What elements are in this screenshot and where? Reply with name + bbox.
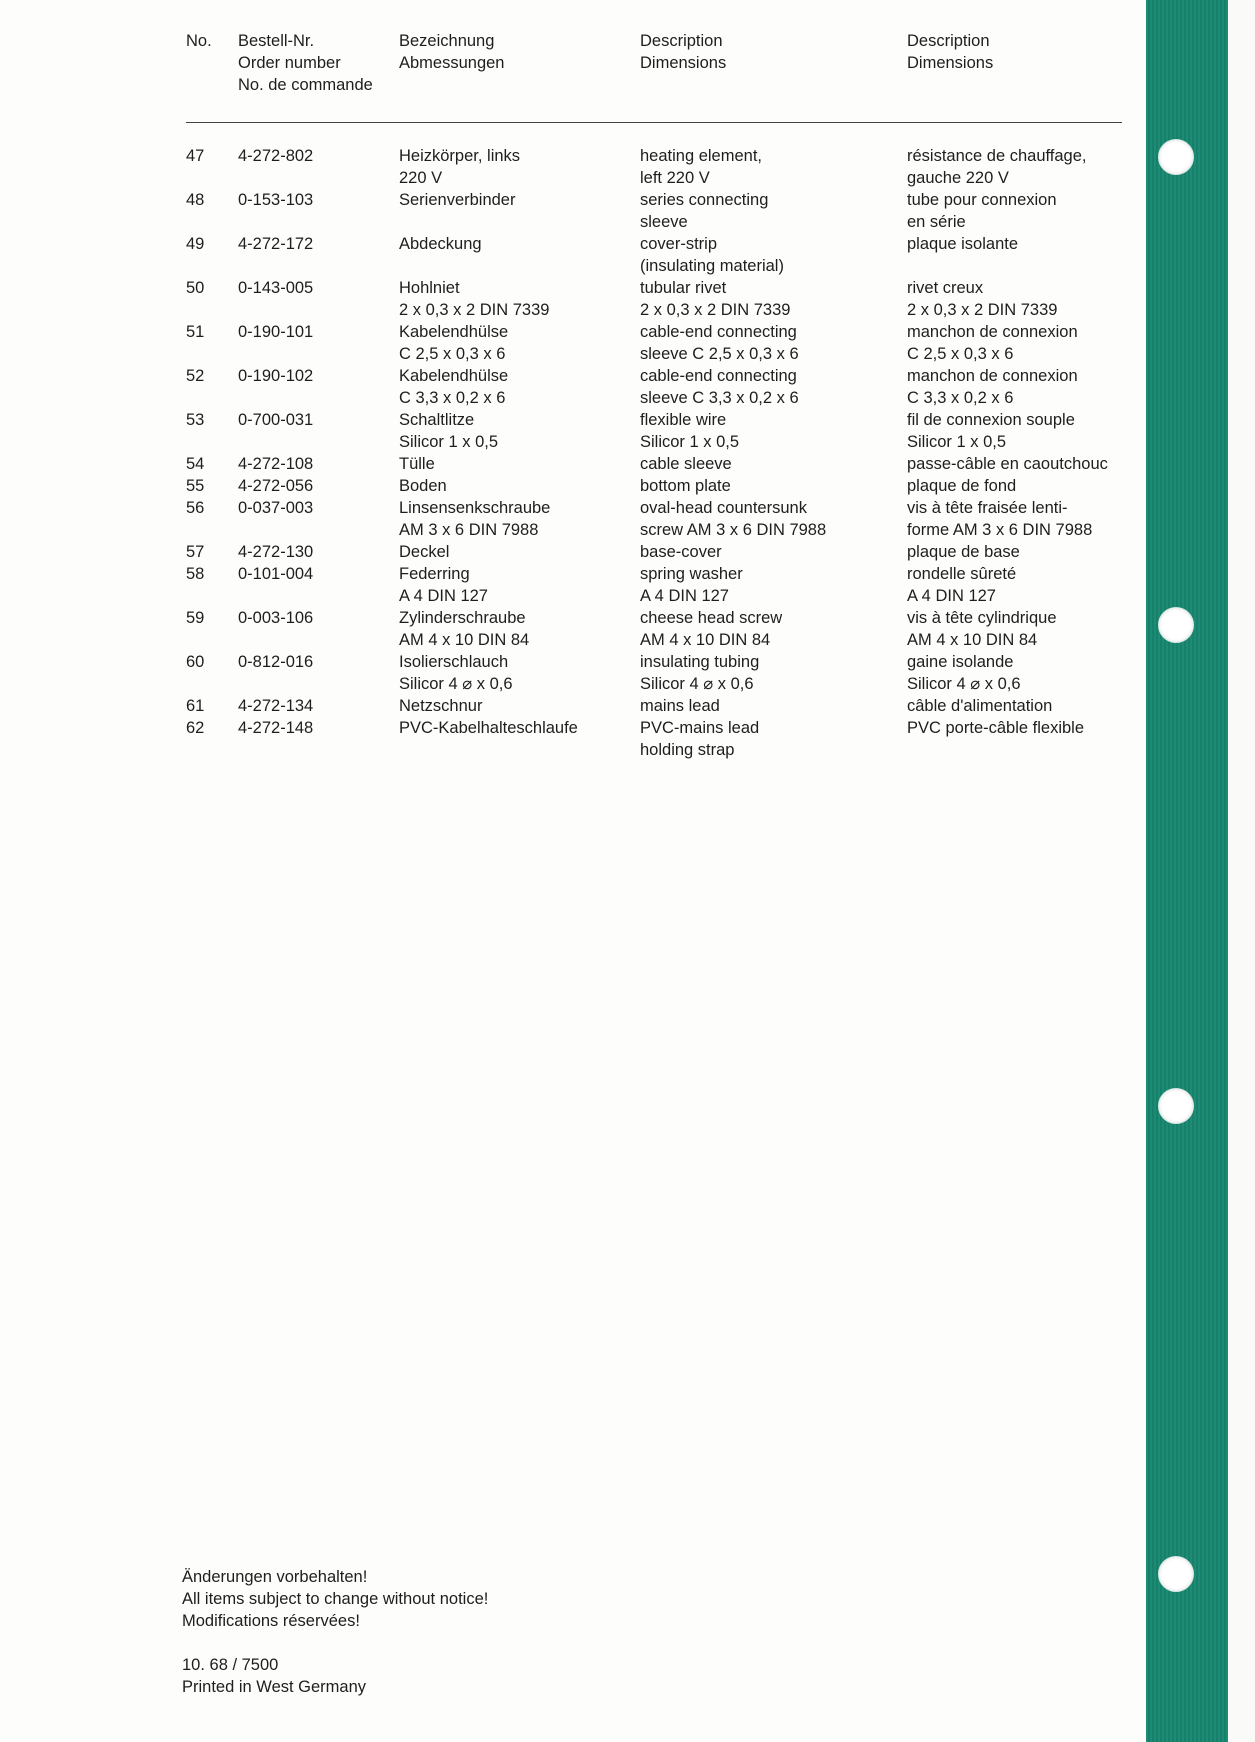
german-description [399, 365, 640, 409]
english-description-line: screw AM 3 x 6 DIN 7988 [640, 521, 827, 539]
item-number: 49 [186, 235, 205, 253]
english-description-line: cable-end connecting [640, 367, 797, 385]
notice-line: Modifications réservées! [182, 1612, 360, 1630]
table-row [186, 717, 1137, 761]
page-edge [1228, 0, 1255, 1742]
french-description [907, 497, 1137, 541]
item-number: 47 [186, 147, 205, 165]
french-description-line: fil de connexion souple [907, 411, 1075, 429]
header-fr-line: Description [907, 32, 990, 50]
english-description-line: sleeve C 2,5 x 0,3 x 6 [640, 345, 799, 363]
german-description [399, 453, 640, 475]
item-number: 56 [186, 499, 205, 517]
header-no [186, 30, 212, 52]
item-number: 50 [186, 279, 205, 297]
header-en-line: Description [640, 32, 723, 50]
table-row [186, 651, 1137, 695]
english-description [640, 409, 907, 453]
english-description [640, 651, 907, 695]
french-description-line: Silicor 4 ⌀ x 0,6 [907, 675, 1021, 693]
item-number: 59 [186, 609, 205, 627]
french-description [907, 475, 1137, 497]
notice-line: All items subject to change without notice! [182, 1590, 489, 1608]
french-description-line: gaine isolande [907, 653, 1014, 671]
item-number: 48 [186, 191, 205, 209]
table-row [186, 607, 1137, 651]
english-description-line: cheese head screw [640, 609, 783, 627]
english-description [640, 321, 907, 365]
french-description-line: PVC porte-câble flexible [907, 719, 1085, 737]
table-row [186, 365, 1137, 409]
french-description-line: C 3,3 x 0,2 x 6 [907, 389, 1014, 407]
french-description-line: plaque de base [907, 543, 1020, 561]
print-origin: Printed in West Germany [182, 1678, 367, 1696]
french-description-line: plaque de fond [907, 477, 1017, 495]
english-description-line: sleeve C 3,3 x 0,2 x 6 [640, 389, 799, 407]
english-description-line: series connecting [640, 191, 769, 209]
german-description [399, 541, 640, 563]
german-description-line: PVC-Kabelhalteschlaufe [399, 719, 578, 737]
item-number: 60 [186, 653, 205, 671]
french-description [907, 607, 1137, 651]
german-description [399, 497, 640, 541]
french-description-line: rivet creux [907, 279, 984, 297]
item-number: 57 [186, 543, 205, 561]
french-description-line: 2 x 0,3 x 2 DIN 7339 [907, 301, 1058, 319]
english-description-line: bottom plate [640, 477, 731, 495]
french-description [907, 233, 1137, 277]
french-description-line: passe-câble en caoutchouc [907, 455, 1108, 473]
order-number: 0-190-101 [238, 323, 314, 341]
order-number: 4-272-056 [238, 477, 314, 495]
german-description [399, 233, 640, 277]
german-description-line: A 4 DIN 127 [399, 587, 488, 605]
german-description-line: Netzschnur [399, 697, 483, 715]
table-row [186, 409, 1137, 453]
header-order-line: Order number [238, 54, 341, 72]
order-number: 4-272-108 [238, 455, 314, 473]
french-description [907, 717, 1137, 761]
french-description [907, 365, 1137, 409]
german-description-line: Abdeckung [399, 235, 482, 253]
table-row [186, 453, 1137, 475]
french-description [907, 189, 1137, 233]
item-number: 51 [186, 323, 205, 341]
table-row [186, 321, 1137, 365]
item-number: 52 [186, 367, 205, 385]
german-description-line: AM 3 x 6 DIN 7988 [399, 521, 539, 539]
german-description [399, 145, 640, 189]
french-description [907, 541, 1137, 563]
print-info [182, 1654, 366, 1698]
english-description [640, 475, 907, 497]
german-description [399, 651, 640, 695]
german-description-line: Kabelendhülse [399, 323, 509, 341]
german-description-line: Heizkörper, links [399, 147, 521, 165]
order-number: 0-812-016 [238, 653, 314, 671]
german-description-line: Silicor 4 ⌀ x 0,6 [399, 675, 513, 693]
french-description [907, 563, 1137, 607]
german-description-line: AM 4 x 10 DIN 84 [399, 631, 530, 649]
parts-table [186, 145, 1137, 761]
french-description-line: gauche 220 V [907, 169, 1009, 187]
german-description-line: Hohlniet [399, 279, 460, 297]
german-description [399, 475, 640, 497]
header-fr-line: Dimensions [907, 54, 994, 72]
german-description [399, 409, 640, 453]
german-description [399, 695, 640, 717]
english-description-line: insulating tubing [640, 653, 760, 671]
english-description [640, 365, 907, 409]
table-row [186, 277, 1137, 321]
french-description [907, 409, 1137, 453]
english-description-line: spring washer [640, 565, 743, 583]
english-description [640, 541, 907, 563]
english-description-line: AM 4 x 10 DIN 84 [640, 631, 771, 649]
english-description [640, 607, 907, 651]
header-order-line: No. de commande [238, 76, 373, 94]
english-description-line: Silicor 4 ⌀ x 0,6 [640, 675, 754, 693]
french-description [907, 651, 1137, 695]
german-description-line: 220 V [399, 169, 443, 187]
punch-hole [1158, 139, 1194, 175]
item-number: 53 [186, 411, 205, 429]
header-no-label: No. [186, 32, 212, 50]
header-french [907, 30, 993, 74]
french-description-line: câble d'alimentation [907, 697, 1053, 715]
table-row [186, 497, 1137, 541]
english-description [640, 277, 907, 321]
order-number: 0-101-004 [238, 565, 314, 583]
table-row [186, 541, 1137, 563]
german-description-line: Kabelendhülse [399, 367, 509, 385]
french-description-line: A 4 DIN 127 [907, 587, 996, 605]
header-german [399, 30, 505, 74]
german-description-line: Tülle [399, 455, 435, 473]
english-description [640, 145, 907, 189]
order-number: 4-272-802 [238, 147, 314, 165]
item-number: 58 [186, 565, 205, 583]
german-description [399, 607, 640, 651]
item-number: 54 [186, 455, 205, 473]
french-description [907, 277, 1137, 321]
german-description-line: Deckel [399, 543, 450, 561]
german-description [399, 717, 640, 761]
english-description [640, 717, 907, 761]
english-description-line: (insulating material) [640, 257, 784, 275]
french-description-line: tube pour connexion [907, 191, 1057, 209]
header-de-line: Bezeichnung [399, 32, 495, 50]
german-description-line: C 3,3 x 0,2 x 6 [399, 389, 506, 407]
english-description [640, 189, 907, 233]
english-description [640, 695, 907, 717]
english-description [640, 453, 907, 475]
french-description [907, 145, 1137, 189]
french-description-line: vis à tête fraisée lenti- [907, 499, 1068, 517]
header-de-line: Abmessungen [399, 54, 505, 72]
punch-hole [1158, 607, 1194, 643]
german-description-line: Linsensenkschraube [399, 499, 551, 517]
english-description-line: left 220 V [640, 169, 710, 187]
order-number: 0-143-005 [238, 279, 314, 297]
punch-hole [1158, 1556, 1194, 1592]
notice-line: Änderungen vorbehalten! [182, 1568, 368, 1586]
german-description-line: Boden [399, 477, 447, 495]
item-number: 62 [186, 719, 205, 737]
table-row [186, 233, 1137, 277]
german-description-line: Zylinderschraube [399, 609, 526, 627]
table-row [186, 189, 1137, 233]
table-row [186, 145, 1137, 189]
german-description-line: Silicor 1 x 0,5 [399, 433, 499, 451]
german-description-line: 2 x 0,3 x 2 DIN 7339 [399, 301, 550, 319]
french-description-line: forme AM 3 x 6 DIN 7988 [907, 521, 1093, 539]
change-notice [182, 1566, 488, 1632]
german-description-line: Schaltlitze [399, 411, 475, 429]
german-description [399, 189, 640, 233]
french-description [907, 321, 1137, 365]
english-description-line: oval-head countersunk [640, 499, 807, 517]
english-description [640, 563, 907, 607]
table-row [186, 475, 1137, 497]
english-description-line: heating element, [640, 147, 763, 165]
german-description [399, 277, 640, 321]
order-number: 0-190-102 [238, 367, 314, 385]
french-description [907, 695, 1137, 717]
french-description-line: en série [907, 213, 966, 231]
header-english [640, 30, 726, 74]
german-description [399, 321, 640, 365]
english-description-line: Silicor 1 x 0,5 [640, 433, 740, 451]
order-number: 4-272-134 [238, 697, 314, 715]
table-row [186, 695, 1137, 717]
english-description-line: PVC-mains lead [640, 719, 760, 737]
german-description-line: C 2,5 x 0,3 x 6 [399, 345, 506, 363]
item-number: 61 [186, 697, 205, 715]
french-description-line: Silicor 1 x 0,5 [907, 433, 1007, 451]
english-description-line: holding strap [640, 741, 735, 759]
english-description-line: sleeve [640, 213, 688, 231]
german-description [399, 563, 640, 607]
order-number: 0-153-103 [238, 191, 314, 209]
header-en-line: Dimensions [640, 54, 727, 72]
french-description-line: plaque isolante [907, 235, 1019, 253]
french-description-line: rondelle sûreté [907, 565, 1017, 583]
order-number: 4-272-172 [238, 235, 314, 253]
french-description-line: vis à tête cylindrique [907, 609, 1057, 627]
german-description-line: Isolierschlauch [399, 653, 509, 671]
order-number: 0-037-003 [238, 499, 314, 517]
english-description-line: A 4 DIN 127 [640, 587, 729, 605]
order-number: 4-272-130 [238, 543, 314, 561]
order-number: 0-700-031 [238, 411, 314, 429]
english-description-line: 2 x 0,3 x 2 DIN 7339 [640, 301, 791, 319]
english-description-line: mains lead [640, 697, 720, 715]
item-number: 55 [186, 477, 205, 495]
english-description-line: cable-end connecting [640, 323, 797, 341]
french-description-line: AM 4 x 10 DIN 84 [907, 631, 1038, 649]
punch-hole [1158, 1088, 1194, 1124]
order-number: 0-003-106 [238, 609, 314, 627]
english-description-line: cover-strip [640, 235, 718, 253]
print-code: 10. 68 / 7500 [182, 1656, 279, 1674]
table-row [186, 563, 1137, 607]
french-description-line: manchon de connexion [907, 323, 1078, 341]
french-description-line: résistance de chauffage, [907, 147, 1087, 165]
english-description-line: base-cover [640, 543, 722, 561]
binder-strip [1146, 0, 1228, 1742]
order-number: 4-272-148 [238, 719, 314, 737]
german-description-line: Serienverbinder [399, 191, 516, 209]
french-description [907, 453, 1137, 475]
english-description [640, 233, 907, 277]
french-description-line: C 2,5 x 0,3 x 6 [907, 345, 1014, 363]
german-description-line: Federring [399, 565, 470, 583]
english-description [640, 497, 907, 541]
english-description-line: flexible wire [640, 411, 727, 429]
english-description-line: cable sleeve [640, 455, 732, 473]
header-order-line: Bestell-Nr. [238, 32, 315, 50]
english-description-line: tubular rivet [640, 279, 727, 297]
french-description-line: manchon de connexion [907, 367, 1078, 385]
header-divider [186, 122, 1122, 123]
header-order-number [238, 30, 373, 96]
